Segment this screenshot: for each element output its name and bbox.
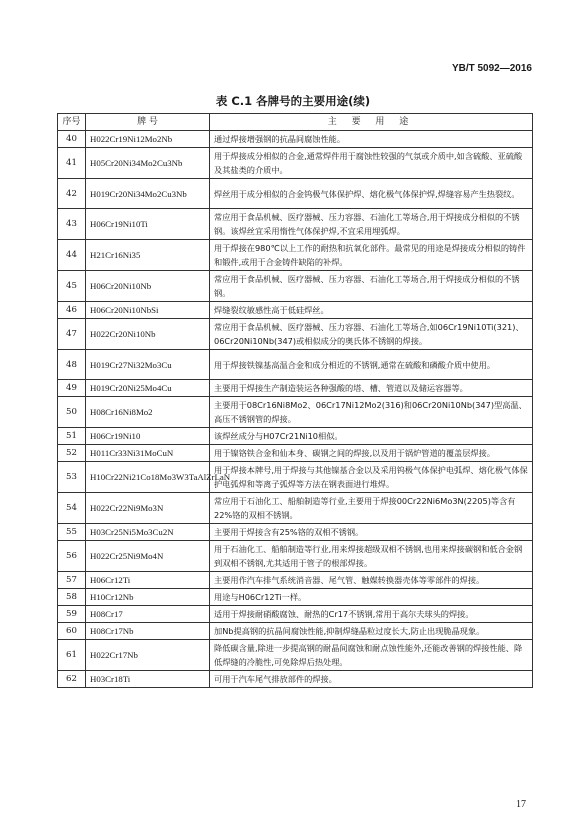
row-number: 46 <box>58 302 86 319</box>
steel-grade: H08Cr16Ni8Mo2 <box>86 397 210 428</box>
steel-grade: H08Cr17Nb <box>86 623 210 640</box>
steel-grade: H10Cr22Ni21Co18Mo3W3TaAlZrLaN <box>86 462 210 493</box>
row-number: 51 <box>58 428 86 445</box>
table-row <box>58 148 533 179</box>
table-row <box>58 623 533 640</box>
usage-text: 用于焊接在980℃以上工作的耐热和抗氧化部件。最常见的用途是焊接成分相似的铸件和锻件,或用于合金铸件缺陷的补焊。 <box>210 240 533 271</box>
steel-grade: H21Cr16Ni35 <box>86 240 210 271</box>
usage-text: 用途与H06Cr12Ti一样。 <box>210 589 533 606</box>
row-number: 45 <box>58 271 86 302</box>
steel-grade: H022Cr17Nb <box>86 640 210 671</box>
table-row <box>58 131 533 148</box>
table-row <box>58 179 533 209</box>
table-row <box>58 640 533 671</box>
table-row <box>58 209 533 240</box>
steel-grade: H019Cr20Ni25Mo4Cu <box>86 380 210 397</box>
usage-text: 常应用于食品机械、医疗器械、压力容器、石油化工等场合,用于焊接成分相似的不锈钢。 <box>210 271 533 302</box>
usage-text: 常应用于石油化工、船舶制造等行业,主要用于焊接00Cr22Ni6Mo3N(2205)等含有22%铬的双相不锈钢。 <box>210 493 533 524</box>
standard-number: YB/T 5092—2016 <box>451 63 532 74</box>
steel-grade: H05Cr20Ni34Mo2Cu3Nb <box>86 148 210 179</box>
usage-table <box>57 113 533 688</box>
table-row <box>58 319 533 350</box>
table-row <box>58 240 533 271</box>
table-row <box>58 462 533 493</box>
col-header-mark: 牌 号 <box>86 114 210 131</box>
steel-grade: H06Cr12Ti <box>86 572 210 589</box>
row-number: 58 <box>58 589 86 606</box>
col-header-no: 序号 <box>58 114 86 131</box>
usage-text: 焊缝裂纹敏感性高于低硅焊丝。 <box>210 302 533 319</box>
steel-grade: H03Cr18Ti <box>86 671 210 688</box>
steel-grade: H08Cr17 <box>86 606 210 623</box>
row-number: 60 <box>58 623 86 640</box>
table-row <box>58 606 533 623</box>
table-header-row <box>58 114 533 131</box>
table-row <box>58 671 533 688</box>
row-number: 48 <box>58 350 86 380</box>
row-number: 42 <box>58 179 86 209</box>
usage-text: 常应用于食品机械、医疗器械、压力容器、石油化工等场合,用于焊接成分相似的不锈钢。该焊丝宜采用惰性气体保护焊,不宜采用埋弧焊。 <box>210 209 533 240</box>
row-number: 49 <box>58 380 86 397</box>
steel-grade: H10Cr12Nb <box>86 589 210 606</box>
row-number: 62 <box>58 671 86 688</box>
table-row <box>58 589 533 606</box>
usage-text: 降低碳含量,除进一步提高钢的耐晶间腐蚀和耐点蚀性能外,还能改善钢的焊接性能、降低焊缝的冷脆性,可免除焊后热处理。 <box>210 640 533 671</box>
usage-text: 可用于汽车尾气排放部件的焊接。 <box>210 671 533 688</box>
usage-text: 主要用于08Cr16Ni8Mo2、06Cr17Ni12Mo2(316)和06Cr20Ni10Nb(347)型高温、高压不锈钢管的焊接。 <box>210 397 533 428</box>
table-row <box>58 397 533 428</box>
row-number: 41 <box>58 148 86 179</box>
steel-grade: H06Cr20Ni10Nb <box>86 271 210 302</box>
page-number: 17 <box>516 799 526 810</box>
usage-text: 常应用于食品机械、医疗器械、压力容器、石油化工等场合,如06Cr19Ni10Ti(321)、06Cr20Ni10Nb(347)或相似成分的奥氏体不锈钢的焊接。 <box>210 319 533 350</box>
row-number: 57 <box>58 572 86 589</box>
row-number: 54 <box>58 493 86 524</box>
row-number: 47 <box>58 319 86 350</box>
usage-text: 加Nb提高钢的抗晶间腐蚀性能,抑制焊缝晶粒过度长大,防止出现脆晶现象。 <box>210 623 533 640</box>
table-row <box>58 445 533 462</box>
row-number: 43 <box>58 209 86 240</box>
steel-grade: H03Cr25Ni5Mo3Cu2N <box>86 524 210 541</box>
usage-text: 通过焊接增强钢的抗晶间腐蚀性能。 <box>210 131 533 148</box>
table-row <box>58 493 533 524</box>
table-row <box>58 541 533 572</box>
col-header-use: 主 要 用 途 <box>210 114 533 131</box>
usage-text: 用于焊接本牌号,用于焊接与其他镍基合金以及采用钨极气体保护电弧焊、熔化极气体保护电弧焊和等离子弧焊等方法在钢表面进行堆焊。 <box>210 462 533 493</box>
steel-grade: H022Cr22Ni9Mo3N <box>86 493 210 524</box>
table-row <box>58 572 533 589</box>
usage-text: 用于焊接铁镍基高温合金和成分相近的不锈钢,通常在硫酸和磷酸介质中使用。 <box>210 350 533 380</box>
steel-grade: H06Cr19Ni10Ti <box>86 209 210 240</box>
steel-grade: H022Cr19Ni12Mo2Nb <box>86 131 210 148</box>
usage-text: 适用于焊接耐硝酸腐蚀、耐热的Cr17不锈钢,常用于高尔夫球头的焊接。 <box>210 606 533 623</box>
steel-grade: H019Cr27Ni32Mo3Cu <box>86 350 210 380</box>
table-row <box>58 271 533 302</box>
row-number: 55 <box>58 524 86 541</box>
usage-text: 该焊丝成分与H07Cr21Ni10相似。 <box>210 428 533 445</box>
usage-text: 用于石油化工、船舶制造等行业,用来焊接超级双相不锈钢,也用来焊接碳钢和低合金钢到双相不锈钢,尤其适用于管子的根部焊接。 <box>210 541 533 572</box>
usage-text: 焊丝用于成分相似的合金钨极气体保护焊、熔化极气体保护焊,焊缝容易产生热裂纹。 <box>210 179 533 209</box>
table-row <box>58 428 533 445</box>
usage-text: 用于焊接成分相似的合金,通常焊件用于腐蚀性较强的气氛或介质中,如含硫酸、亚硫酸及其盐类的介质中。 <box>210 148 533 179</box>
table-row <box>58 380 533 397</box>
row-number: 52 <box>58 445 86 462</box>
table-row <box>58 350 533 380</box>
row-number: 44 <box>58 240 86 271</box>
steel-grade: H022Cr20Ni10Nb <box>86 319 210 350</box>
row-number: 61 <box>58 640 86 671</box>
table-row <box>58 302 533 319</box>
usage-text: 主要用于焊接生产制造装运各种强酸的塔、槽、管道以及储运容器等。 <box>210 380 533 397</box>
row-number: 50 <box>58 397 86 428</box>
table-row <box>58 524 533 541</box>
steel-grade: H06Cr19Ni10 <box>86 428 210 445</box>
steel-grade: H011Cr33Ni31MoCuN <box>86 445 210 462</box>
row-number: 59 <box>58 606 86 623</box>
row-number: 53 <box>58 462 86 493</box>
steel-grade: H019Cr20Ni34Mo2Cu3Nb <box>86 179 210 209</box>
usage-text: 主要用作汽车排气系统消音器、尾气管、触媒转换器壳体等零部件的焊接。 <box>210 572 533 589</box>
table-title: 表 C.1 各牌号的主要用途(续) <box>215 94 371 108</box>
usage-text: 用于镍铬铁合金和仙本身、碳钢之间的焊接,以及用于锅炉管道的覆盖层焊接。 <box>210 445 533 462</box>
row-number: 56 <box>58 541 86 572</box>
usage-text: 主要用于焊接含有25%铬的双相不锈钢。 <box>210 524 533 541</box>
row-number: 40 <box>58 131 86 148</box>
steel-grade: H06Cr20Ni10NbSi <box>86 302 210 319</box>
steel-grade: H022Cr25Ni9Mo4N <box>86 541 210 572</box>
